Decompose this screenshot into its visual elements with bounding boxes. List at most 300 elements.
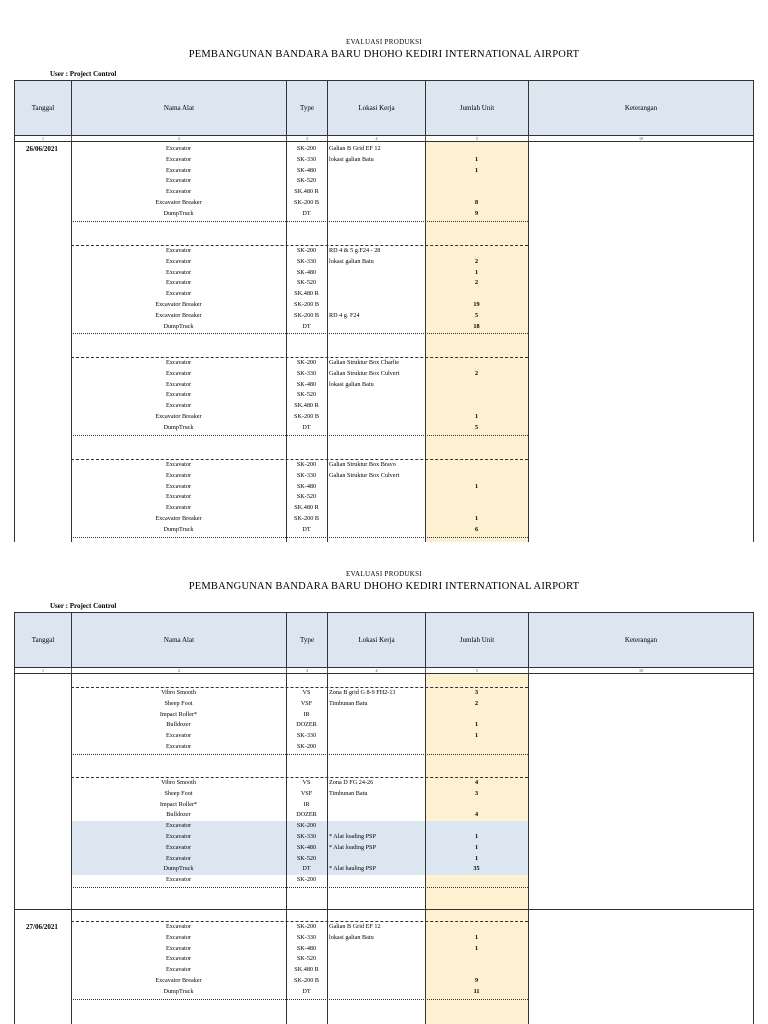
type-cell: DT (302, 423, 311, 431)
table-body (14, 674, 754, 1024)
lokasi-cell (327, 289, 425, 300)
date-cell (14, 358, 71, 369)
lokasi-cell: Galian Struktur Box Culvert (329, 369, 400, 377)
table-row (14, 482, 754, 493)
table-row (14, 155, 754, 166)
table-row (14, 289, 754, 300)
date-cell (14, 965, 71, 976)
type-cell: SK.480 R (294, 402, 319, 410)
table-row (14, 176, 754, 187)
lokasi-cell: Timbunan Batu (329, 789, 368, 797)
lokasi-cell (327, 987, 425, 998)
jumlah-cell: 8 (474, 199, 479, 206)
nama-alat-cell: Excavator (165, 732, 192, 740)
jumlah-cell: 6 (474, 525, 479, 533)
type-cell: DOZER (296, 721, 317, 729)
header-lokasi-kerja: Lokasi Kerja (328, 613, 426, 667)
nama-alat-cell: Sheep Foot (164, 789, 193, 797)
nama-alat-cell: Excavator (165, 471, 192, 479)
jumlah-cell (425, 710, 528, 721)
table-row (14, 390, 754, 401)
lokasi-cell (327, 944, 425, 955)
nama-alat-cell: Excavator (165, 279, 192, 287)
type-cell: VS (302, 689, 311, 696)
lokasi-cell (327, 854, 425, 865)
type-cell: SK.480 R (294, 504, 319, 512)
table-row (14, 525, 754, 536)
table-row (14, 380, 754, 391)
nama-alat-cell: Bulldozer (166, 721, 191, 729)
group-end-dotted (71, 221, 528, 222)
nama-alat-cell: DumpTruck (163, 865, 194, 873)
type-cell: SK-480 (296, 944, 317, 952)
table-row (14, 369, 754, 380)
jumlah-cell (425, 503, 528, 514)
date-cell (14, 525, 71, 536)
table-row (14, 688, 754, 699)
col-number: 2 (72, 668, 287, 673)
nama-alat-cell: Excavator (165, 504, 192, 512)
jumlah-cell: 1 (474, 843, 479, 851)
lokasi-cell (327, 412, 425, 423)
jumlah-cell (425, 965, 528, 976)
table-row (14, 976, 754, 987)
lokasi-cell: Zona D FG 24-26 (329, 779, 374, 786)
column-divider (71, 674, 72, 1024)
type-cell: VSF (300, 789, 313, 797)
date-cell (14, 380, 71, 391)
lokasi-cell (327, 300, 425, 311)
type-cell: SK-200 (296, 923, 317, 930)
nama-alat-cell: Excavator (165, 177, 192, 185)
date-cell (14, 268, 71, 279)
date-cell (14, 278, 71, 289)
date-cell (14, 289, 71, 300)
table-row (14, 246, 754, 257)
date-cell (14, 864, 71, 875)
lokasi-cell: RD 4 g. F24 (329, 311, 360, 319)
lokasi-cell (327, 875, 425, 886)
type-cell: SK-200 (296, 145, 317, 152)
jumlah-cell: 3 (474, 689, 479, 696)
date-cell (14, 821, 71, 832)
lokasi-cell (327, 731, 425, 742)
jumlah-cell: 1 (474, 721, 479, 729)
table-row (14, 322, 754, 333)
table-row (14, 198, 754, 209)
lokasi-cell (327, 278, 425, 289)
col-number: 5 (426, 136, 529, 141)
table-row (14, 875, 754, 886)
date-cell (14, 810, 71, 821)
nama-alat-cell: Excavator (165, 257, 192, 265)
table-row (14, 800, 754, 811)
nama-alat-cell: Excavator (165, 380, 192, 388)
column-divider (14, 142, 15, 542)
nama-alat-cell: Impact Roller* (159, 710, 198, 718)
report-title: PEMBANGUNAN BANDARA BARU DHOHO KEDIRI INTERNATIONAL AIRPORT (188, 49, 580, 60)
jumlah-cell: 5 (474, 311, 479, 319)
nama-alat-cell: Excavator (165, 966, 192, 974)
nama-alat-cell: Excavator (165, 155, 192, 163)
column-divider (71, 142, 72, 542)
type-cell: DT (302, 865, 311, 873)
type-cell: SK-520 (296, 279, 317, 287)
lokasi-cell (327, 423, 425, 434)
date-cell (14, 976, 71, 987)
type-cell: IR (303, 710, 310, 718)
nama-alat-cell: DumpTruck (163, 209, 194, 217)
report-supertitle: EVALUASI PRODUKSI (346, 570, 422, 578)
date-cell (14, 482, 71, 493)
nama-alat-cell: DumpTruck (163, 987, 194, 995)
jumlah-cell (425, 176, 528, 187)
report-title: PEMBANGUNAN BANDARA BARU DHOHO KEDIRI INTERNATIONAL AIRPORT (188, 581, 580, 592)
nama-alat-cell: Excavator (165, 188, 192, 196)
column-divider (286, 674, 287, 1024)
type-cell: SK-330 (296, 257, 317, 265)
jumlah-cell (425, 954, 528, 965)
jumlah-cell (425, 875, 528, 886)
date-cell (14, 460, 71, 471)
col-number: 10 (639, 136, 643, 141)
type-cell: SK-200 B (294, 311, 319, 319)
table-row (14, 300, 754, 311)
type-cell: SK-330 (296, 369, 317, 377)
nama-alat-cell: Excavator Breaker (155, 977, 202, 984)
date-cell (14, 198, 71, 209)
lokasi-cell (327, 710, 425, 721)
date-cell (14, 209, 71, 220)
nama-alat-cell: Sheep Foot (164, 699, 193, 707)
header-keterangan: Keterangan (624, 636, 658, 644)
table-header (14, 80, 754, 136)
nama-alat-cell: Impact Roller* (159, 800, 198, 808)
jumlah-cell: 3 (474, 789, 479, 797)
table-row (14, 412, 754, 423)
jumlah-cell (425, 492, 528, 503)
table-body (14, 142, 754, 542)
col-number: 1 (15, 136, 72, 141)
jumlah-cell: 2 (474, 257, 479, 265)
jumlah-cell: 1 (474, 268, 479, 276)
date-cell (14, 166, 71, 177)
date-cell (14, 187, 71, 198)
nama-alat-cell: Excavator (165, 493, 192, 501)
report-supertitle: EVALUASI PRODUKSI (346, 38, 422, 46)
date-cell (14, 412, 71, 423)
col-number: 5 (426, 668, 529, 673)
table-row (14, 854, 754, 865)
nama-alat-cell: Excavator Breaker (155, 301, 202, 308)
table-row (14, 144, 754, 155)
jumlah-cell (425, 390, 528, 401)
jumlah-cell: 19 (473, 301, 480, 308)
lokasi-cell (327, 810, 425, 821)
type-cell: SK-200 (296, 876, 317, 884)
user-label: User : Project Control (50, 602, 117, 610)
nama-alat-cell: Excavator (165, 166, 192, 174)
nama-alat-cell: Excavator Breaker (155, 413, 202, 420)
table-row (14, 832, 754, 843)
date-cell (14, 954, 71, 965)
col-number: 4 (328, 136, 426, 141)
lokasi-cell (327, 401, 425, 412)
date-cell (14, 423, 71, 434)
jumlah-cell (425, 246, 528, 257)
lokasi-cell (327, 390, 425, 401)
nama-alat-cell: Excavator (165, 461, 192, 468)
nama-alat-cell: Excavator (165, 876, 192, 884)
date-cell (14, 832, 71, 843)
date-cell (14, 875, 71, 886)
jumlah-cell: 1 (474, 732, 479, 740)
column-divider (327, 674, 328, 1024)
lokasi-cell (327, 742, 425, 753)
lokasi-cell (327, 503, 425, 514)
type-cell: SK-200 (296, 359, 317, 366)
type-cell: SK-200 B (294, 515, 319, 522)
type-cell: DOZER (296, 811, 317, 819)
nama-alat-cell: Excavator (165, 402, 192, 410)
table-row (14, 810, 754, 821)
column-divider (286, 142, 287, 542)
group-end-dotted (71, 999, 528, 1000)
lokasi-cell (327, 720, 425, 731)
jumlah-cell: 2 (474, 369, 479, 377)
date-cell (14, 257, 71, 268)
jumlah-cell: 9 (474, 209, 479, 217)
date-cell (14, 688, 71, 699)
jumlah-cell (425, 460, 528, 471)
group-end-dotted (71, 333, 528, 334)
column-divider (425, 142, 426, 542)
header-type: Type (287, 613, 328, 667)
jumlah-cell: 1 (474, 413, 479, 420)
lokasi-cell (327, 525, 425, 536)
table-row (14, 166, 754, 177)
nama-alat-cell: DumpTruck (163, 322, 194, 330)
type-cell: DT (302, 987, 311, 995)
type-cell: DT (302, 322, 311, 330)
table-row (14, 358, 754, 369)
type-cell: SK-330 (296, 933, 317, 941)
col-number: 3 (287, 668, 328, 673)
date-cell (14, 800, 71, 811)
date-cell (14, 987, 71, 998)
nama-alat-cell: Excavator (165, 290, 192, 298)
jumlah-cell (425, 800, 528, 811)
lokasi-cell (327, 514, 425, 525)
date-cell (14, 933, 71, 944)
type-cell: SK-480 (296, 268, 317, 276)
date-cell (14, 843, 71, 854)
table-row (14, 864, 754, 875)
table-row (14, 821, 754, 832)
nama-alat-cell: Excavator (165, 843, 192, 851)
nama-alat-cell: Excavator (165, 833, 192, 840)
type-cell: SK-200 B (294, 413, 319, 420)
table-row (14, 922, 754, 933)
column-divider (528, 142, 529, 542)
nama-alat-cell: Excavator (165, 743, 192, 750)
table-row (14, 944, 754, 955)
jumlah-cell: 11 (473, 987, 480, 995)
date-cell (14, 311, 71, 322)
nama-alat-cell: Excavator (165, 944, 192, 952)
col-number: 1 (15, 668, 72, 673)
lokasi-cell: Galian Struktur Box Culvert (329, 471, 400, 479)
nama-alat-cell: DumpTruck (163, 423, 194, 431)
group-end-dotted (71, 887, 528, 888)
jumlah-cell (425, 358, 528, 369)
nama-alat-cell: Excavator (165, 955, 192, 963)
date-cell: 26/06/2021 (26, 145, 58, 153)
table-row (14, 742, 754, 753)
lokasi-cell: Zona B grid G 8-9 FH2-13 (329, 689, 396, 696)
date-cell (14, 789, 71, 800)
type-cell: SK-480 (296, 166, 317, 174)
jumlah-cell: 4 (474, 811, 479, 819)
nama-alat-cell: Excavator Breaker (155, 199, 202, 206)
table-row (14, 471, 754, 482)
date-cell (14, 471, 71, 482)
jumlah-cell: 1 (474, 933, 479, 941)
jumlah-cell: 1 (474, 482, 479, 490)
column-divider (753, 142, 754, 542)
jumlah-cell: 18 (473, 322, 480, 330)
lokasi-cell (327, 198, 425, 209)
table-row (14, 954, 754, 965)
jumlah-cell: 1 (474, 833, 479, 840)
table-row (14, 933, 754, 944)
nama-alat-cell: Excavator (165, 391, 192, 399)
lokasi-cell: * Alat loading PSP (329, 843, 376, 851)
jumlah-cell (425, 144, 528, 155)
lokasi-cell (327, 821, 425, 832)
table-row (14, 778, 754, 789)
nama-alat-cell: Excavator (165, 854, 192, 862)
date-cell (14, 742, 71, 753)
lokasi-cell (327, 492, 425, 503)
type-cell: SK-480 (296, 843, 317, 851)
nama-alat-cell: Excavator (165, 369, 192, 377)
jumlah-cell (425, 471, 528, 482)
header-jumlah-unit: Jumlah Unit (426, 81, 529, 135)
lokasi-cell (327, 209, 425, 220)
table-row (14, 423, 754, 434)
date-cell (14, 710, 71, 721)
date-cell (14, 401, 71, 412)
lokasi-cell (327, 166, 425, 177)
date-cell (14, 390, 71, 401)
date-cell (14, 514, 71, 525)
nama-alat-cell: Vibro Smooth (161, 779, 196, 786)
header-tanggal: Tanggal (15, 613, 72, 667)
table-row (14, 278, 754, 289)
lokasi-cell: Galian Struktur Box Bravo (329, 461, 396, 468)
type-cell: SK-520 (296, 955, 317, 963)
jumlah-cell (425, 289, 528, 300)
date-cell (14, 854, 71, 865)
type-cell: SK-480 (296, 482, 317, 490)
header-tanggal: Tanggal (15, 81, 72, 135)
date-cell (14, 731, 71, 742)
date-cell (14, 300, 71, 311)
jumlah-cell: 35 (473, 865, 480, 873)
lokasi-cell: Galian B Grid EF 12 (329, 923, 381, 930)
type-cell: SK.480 R (294, 966, 319, 974)
date-cell (14, 944, 71, 955)
type-cell: SK-200 (296, 743, 317, 750)
header-keterangan: Keterangan (624, 104, 658, 112)
date-cell (14, 176, 71, 187)
nama-alat-cell: Excavator (165, 145, 192, 152)
table-row (14, 710, 754, 721)
table-row (14, 311, 754, 322)
nama-alat-cell: Excavator (165, 247, 192, 254)
lokasi-cell (327, 176, 425, 187)
table-row (14, 965, 754, 976)
lokasi-cell (327, 187, 425, 198)
table-row (14, 514, 754, 525)
type-cell: SK-200 B (294, 301, 319, 308)
column-divider (14, 674, 15, 1024)
table-row (14, 460, 754, 471)
user-label: User : Project Control (50, 70, 117, 78)
lokasi-cell: * Alat loading PSP (329, 833, 376, 840)
type-cell: SK-520 (296, 854, 317, 862)
type-cell: SK-330 (296, 471, 317, 479)
type-cell: SK-200 (296, 461, 317, 468)
lokasi-cell: lokasi galian Batu (329, 257, 374, 265)
group-end-dotted (71, 435, 528, 436)
column-divider (425, 674, 426, 1024)
nama-alat-cell: Excavator (165, 359, 192, 366)
table-row (14, 492, 754, 503)
type-cell: SK-330 (296, 732, 317, 740)
nama-alat-cell: Excavator Breaker (155, 515, 202, 522)
date-cell (14, 246, 71, 257)
table-row (14, 731, 754, 742)
type-cell: SK.480 R (294, 290, 319, 298)
table-row (14, 699, 754, 710)
table-row (14, 257, 754, 268)
type-cell: SK-200 B (294, 199, 319, 206)
table-header (14, 612, 754, 668)
jumlah-cell: 1 (474, 166, 479, 174)
header-type: Type (287, 81, 328, 135)
jumlah-cell: 9 (474, 977, 479, 984)
jumlah-cell: 2 (474, 699, 479, 707)
table-row (14, 789, 754, 800)
date-cell (14, 155, 71, 166)
table-row (14, 720, 754, 731)
column-divider (327, 142, 328, 542)
nama-alat-cell: Bulldozer (166, 811, 191, 819)
group-end-dotted (71, 537, 528, 538)
col-number: 10 (639, 668, 643, 673)
type-cell: DT (302, 525, 311, 533)
jumlah-cell: 2 (474, 279, 479, 287)
type-cell: SK-200 (296, 247, 317, 254)
table-row (14, 401, 754, 412)
lokasi-cell: RD 4 & 5 g.F24 - 28 (329, 247, 381, 254)
col-number: 2 (72, 136, 287, 141)
nama-alat-cell: Excavator (165, 822, 192, 830)
table-row (14, 268, 754, 279)
type-cell: IR (303, 800, 310, 808)
